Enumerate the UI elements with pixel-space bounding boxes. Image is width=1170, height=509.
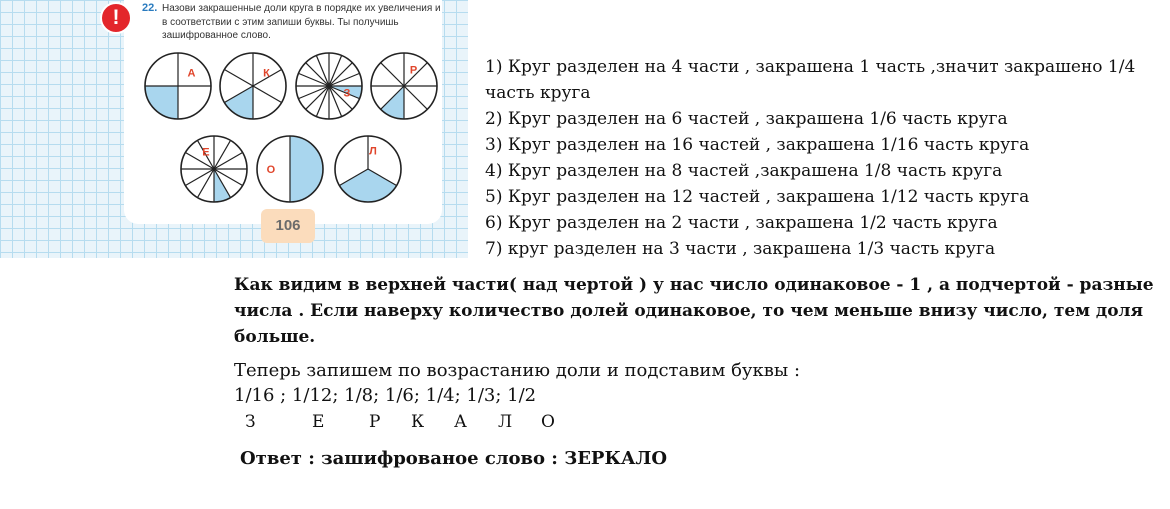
circle-1-letter: А — [187, 67, 196, 80]
letter-4: К — [411, 412, 425, 432]
exclamation-icon: ! — [100, 2, 132, 34]
answer-text: Ответ : зашифрованое слово : ЗЕРКАЛО — [240, 448, 668, 469]
ordering-intro: Теперь запишем по возрастанию доли и подставим буквы : — [234, 360, 801, 381]
task-number: 22. — [142, 2, 158, 14]
solution-line-6: 6) Круг разделен на 2 части , закрашена 1/2 часть круга — [485, 213, 998, 233]
letter-3: Р — [369, 412, 381, 432]
textbook-image — [0, 0, 468, 258]
letter-1: З — [245, 412, 256, 432]
circle-6-shaded-sector — [290, 136, 323, 202]
solution-line-4: 4) Круг разделен на 8 частей ,закрашена 1/8 часть круга — [485, 161, 1003, 181]
fraction-circles — [0, 0, 468, 258]
fractions-ascending: 1/16 ; 1/12; 1/8; 1/6; 1/4; 1/3; 1/2 — [234, 385, 537, 406]
circle-5-letter: Е — [202, 146, 210, 159]
solution-line-2: 2) Круг разделен на 6 частей , закрашена 1/6 часть круга — [485, 109, 1008, 129]
circle-3-letter: З — [343, 87, 351, 100]
solution-line-5: 5) Круг разделен на 12 частей , закрашена 1/12 часть круга — [485, 187, 1030, 207]
task-text: Назови закрашенные доли круга в порядке их увеличения и в соответствии с этим запиши буквы. Ты получишь зашифрованное слово. — [162, 3, 441, 41]
solution-line-3: 3) Круг разделен на 16 частей , закрашена 1/16 часть круга — [485, 135, 1030, 155]
circle-6-letter: О — [266, 164, 276, 176]
explanation-text: Как видим в верхней части( над чертой ) у нас число одинаковое - 1 , а подчертой - разные числа . Если наверху количество долей одинаковое, то чем меньше внизу число, тем доля больше. — [234, 275, 1154, 347]
solution-line-7: 7) круг разделен на 3 части , закрашена 1/3 часть круга — [485, 239, 996, 259]
solution-line-1: 1) Круг разделен на 4 части , закрашена 1 часть ,значит закрашено 1/4 — [485, 57, 1136, 77]
circle-4-letter: Р — [409, 64, 418, 77]
circle-7-letter: Л — [369, 145, 377, 158]
letter-5: А — [454, 412, 467, 432]
letter-2: Е — [312, 412, 325, 432]
letter-7: О — [541, 412, 555, 432]
page-number: 106 — [261, 209, 315, 243]
solution-line-1-cont: часть круга — [485, 83, 591, 103]
circle-2-letter: К — [263, 67, 270, 80]
letter-6: Л — [498, 412, 513, 432]
